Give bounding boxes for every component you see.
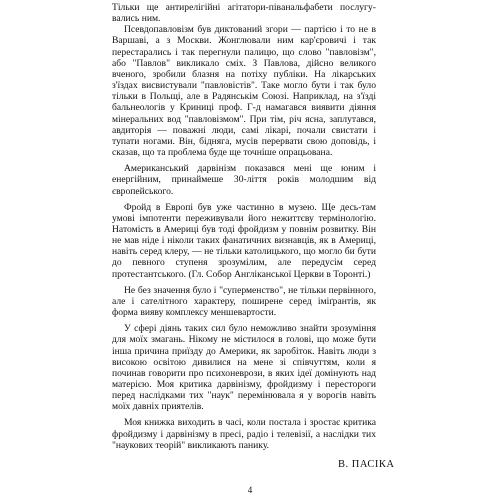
paragraph-3: Американський дарвінізм показався мені ще юним і енергійним, принаймеше 30-ліття років молодшим від європейського. bbox=[112, 163, 376, 197]
paragraph-1: Тільки ще антирелігійні агітатори-пiвaнaльфaбeти послугувались ним. bbox=[112, 2, 376, 25]
page-number: 4 bbox=[247, 485, 253, 495]
paragraph-4: Фройд в Европі був уже частинно в музею. Ще десь-там умові імпотенти переживували його нежиттєву термінологію. Натомість в Америці був тоді фройдизм у повнім розвитку. Він не мав ніде і ніколи таких фанатичних визнавців, як в Америці, навіть серед клеру, — не тільки католицького, що могло би бути до певного ступеня зрозумілим, але передусім серед протестантського. (Гл. Собор Англіканської Церкви в Торонті.) bbox=[112, 201, 376, 280]
paragraph-6: У сфері діянь таких сил було неможливо знайти зрозуміння для моїх змагань. Нікому не містилося в голові, що може бути інша причина приїзду до Америки, як заробіток. Навіть люди з високою освітою дивилися на мене зі співчуттям, коли я починав говорити про психоневрози, в яких ідеї домінують над матерією. Моя критика дарвінізму, фройдизму і перестороги перед наслідками тих "наук" перемінювала я у ворогів навіть моїх давніх приятелів. bbox=[112, 323, 376, 413]
paragraph-2: Псевдопавловізм був диктований згори — партією і то не в Варшаві, а з Москви. Жонглювали ним кар'єровичі і так перестарались і так перегнули палицю, що слово "павловізм", або "Павлов" викликало сміх. З Павлова, дійсно великого вченого, зробили блазня на потіху публіки. На лікарських з'їздах висвистували "павловістів". Таке могло бути і так було тільки в Польщі, але в Радянськім Союзі. Наприклад, на з'їзді бальнеологів у Криниці проф. Г-д намагався виявити діяння мінеральних вод "павловізмом". При тім, річ ясна, заплутався, авдиторія — поважні люди, самі лікарі, почали свистати і тупати ногами. Він, бідняга, мусів перервати свою доповідь, і сказав, що та проблема буде ще точніше опрацьована. bbox=[112, 24, 376, 159]
paragraph-7: Моя книжка виходить в часі, коли постала і зростає критика фройдизму і дарвінізму в пресі, радіо і телевізії, а наслідки тих "наукових теорій" викликають панику. bbox=[112, 417, 376, 451]
author-signature: В. ПАСІКА bbox=[338, 459, 395, 470]
paragraph-5: Не без значення було і "суперменство", не тільки первінного, але і сателітного характеру, поширене серед іміґрантів, як форма вияву комплексу меншевартости. bbox=[112, 284, 376, 319]
body-text bbox=[112, 2, 376, 451]
